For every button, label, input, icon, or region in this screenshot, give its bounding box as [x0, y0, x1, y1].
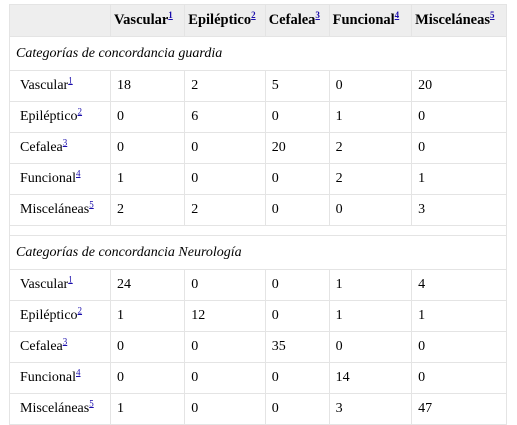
table-cell: 0 — [185, 270, 265, 301]
footnote-ref — [78, 305, 83, 315]
table-cell: 47 — [412, 394, 507, 425]
table-cell: 20 — [412, 71, 507, 102]
footnote-link[interactable]: 5 — [490, 10, 495, 21]
row-label-cell — [10, 332, 111, 363]
section-header-row — [10, 37, 507, 71]
table-cell: 0 — [265, 270, 329, 301]
table-cell: 20 — [265, 133, 329, 164]
footnote-link[interactable]: 4 — [76, 367, 81, 378]
footnote-link[interactable]: 1 — [68, 75, 73, 86]
row-label: Epiléptico — [20, 308, 78, 323]
column-header-label: Epiléptico — [188, 12, 252, 28]
row-label: Cefalea — [20, 339, 63, 354]
footnote-ref — [76, 367, 81, 377]
column-header — [185, 5, 265, 37]
footnote-ref — [63, 336, 68, 346]
concordance-table — [9, 4, 507, 425]
column-header — [412, 5, 507, 37]
table-cell: 0 — [265, 363, 329, 394]
footnote-link[interactable]: 2 — [77, 106, 83, 117]
footnote-ref — [89, 199, 94, 209]
table-cell: 1 — [329, 301, 411, 332]
footnote-ref — [251, 10, 256, 20]
table-cell: 0 — [185, 332, 265, 363]
table-cell: 6 — [185, 102, 265, 133]
row-label-cell — [10, 133, 111, 164]
table-cell: 1 — [329, 102, 411, 133]
table-body — [10, 37, 507, 425]
row-label-cell — [10, 270, 111, 301]
footnote-link[interactable]: 4 — [394, 10, 400, 21]
table-row — [10, 195, 507, 226]
table-cell: 1 — [111, 301, 185, 332]
table-cell: 0 — [265, 164, 329, 195]
footnote-link[interactable]: 3 — [315, 10, 320, 21]
section-spacer — [10, 226, 507, 236]
table-cell: 35 — [265, 332, 329, 363]
table-cell: 0 — [412, 332, 507, 363]
column-header-label: Vascular — [114, 12, 169, 28]
column-header — [265, 5, 329, 37]
row-label: Vascular — [20, 277, 69, 292]
row-label: Funcional — [20, 171, 76, 186]
column-header — [111, 5, 185, 37]
table-cell: 0 — [111, 332, 185, 363]
table-cell: 0 — [185, 164, 265, 195]
section-header-row — [10, 236, 507, 270]
table-cell: 14 — [329, 363, 411, 394]
table-cell: 5 — [265, 71, 329, 102]
table-cell: 2 — [111, 195, 185, 226]
row-label-cell — [10, 102, 111, 133]
footnote-link[interactable]: 3 — [62, 137, 68, 148]
table-row — [10, 363, 507, 394]
table-cell: 0 — [412, 102, 507, 133]
table-cell: 3 — [329, 394, 411, 425]
table-cell: 0 — [265, 301, 329, 332]
footnote-ref — [68, 75, 73, 85]
row-label: Vascular — [20, 78, 69, 93]
row-label: Funcional — [20, 370, 76, 385]
table-row — [10, 270, 507, 301]
footnote-ref — [76, 168, 81, 178]
table-cell: 2 — [185, 71, 265, 102]
column-header-label: Funcional — [332, 12, 395, 28]
table-cell: 3 — [412, 195, 507, 226]
row-label: Cefalea — [20, 140, 63, 155]
section-title: Categorías de concordancia Neurología — [10, 236, 507, 270]
footnote-link[interactable]: 3 — [62, 336, 68, 347]
table-cell: 0 — [329, 195, 411, 226]
column-header-label: Misceláneas — [415, 12, 491, 28]
footnote-link[interactable]: 4 — [76, 168, 81, 179]
table-cell: 0 — [265, 195, 329, 226]
table-cell: 1 — [412, 164, 507, 195]
corner-cell — [10, 5, 111, 37]
table-cell: 0 — [412, 133, 507, 164]
table-row — [10, 133, 507, 164]
footnote-ref — [89, 398, 94, 408]
column-header-label: Cefalea — [268, 12, 316, 28]
footnote-link[interactable]: 1 — [68, 274, 73, 285]
footnote-ref — [78, 106, 83, 116]
table-cell: 2 — [329, 164, 411, 195]
table-row — [10, 71, 507, 102]
row-label: Epiléptico — [20, 109, 78, 124]
spacer-cell — [10, 226, 507, 236]
table-row — [10, 164, 507, 195]
table-cell: 1 — [412, 301, 507, 332]
table-cell: 24 — [111, 270, 185, 301]
footnote-link[interactable]: 2 — [251, 10, 256, 21]
row-label-cell — [10, 363, 111, 394]
row-label-cell — [10, 301, 111, 332]
footnote-ref — [315, 10, 320, 20]
footnote-link[interactable]: 1 — [168, 10, 173, 21]
table-cell: 1 — [329, 270, 411, 301]
table-cell: 0 — [265, 102, 329, 133]
table-cell: 0 — [329, 332, 411, 363]
table-cell: 0 — [111, 363, 185, 394]
table-cell: 0 — [111, 133, 185, 164]
header-row — [10, 5, 507, 37]
table-row — [10, 301, 507, 332]
table-cell: 18 — [111, 71, 185, 102]
table-cell: 0 — [329, 71, 411, 102]
column-header — [329, 5, 411, 37]
table-cell: 2 — [329, 133, 411, 164]
footnote-ref — [63, 137, 68, 147]
row-label: Misceláneas — [20, 202, 90, 217]
table-cell: 0 — [111, 102, 185, 133]
section-title: Categorías de concordancia guardia — [10, 37, 507, 71]
table-cell: 0 — [265, 394, 329, 425]
table-cell: 4 — [412, 270, 507, 301]
row-label: Misceláneas — [20, 401, 90, 416]
footnote-link[interactable]: 2 — [77, 305, 83, 316]
footnote-ref — [168, 10, 173, 20]
table-cell: 1 — [111, 164, 185, 195]
row-label-cell — [10, 71, 111, 102]
table-cell: 0 — [185, 133, 265, 164]
footnote-ref — [490, 10, 495, 20]
footnote-link[interactable]: 5 — [89, 199, 94, 210]
table-cell: 0 — [412, 363, 507, 394]
footnote-ref — [395, 10, 400, 20]
table-cell: 0 — [185, 394, 265, 425]
table-cell: 12 — [185, 301, 265, 332]
table-row — [10, 332, 507, 363]
table-cell: 2 — [185, 195, 265, 226]
table-cell: 1 — [111, 394, 185, 425]
table-row — [10, 102, 507, 133]
table-cell: 0 — [185, 363, 265, 394]
row-label-cell — [10, 164, 111, 195]
row-label-cell — [10, 195, 111, 226]
footnote-ref — [68, 274, 73, 284]
footnote-link[interactable]: 5 — [89, 398, 94, 409]
